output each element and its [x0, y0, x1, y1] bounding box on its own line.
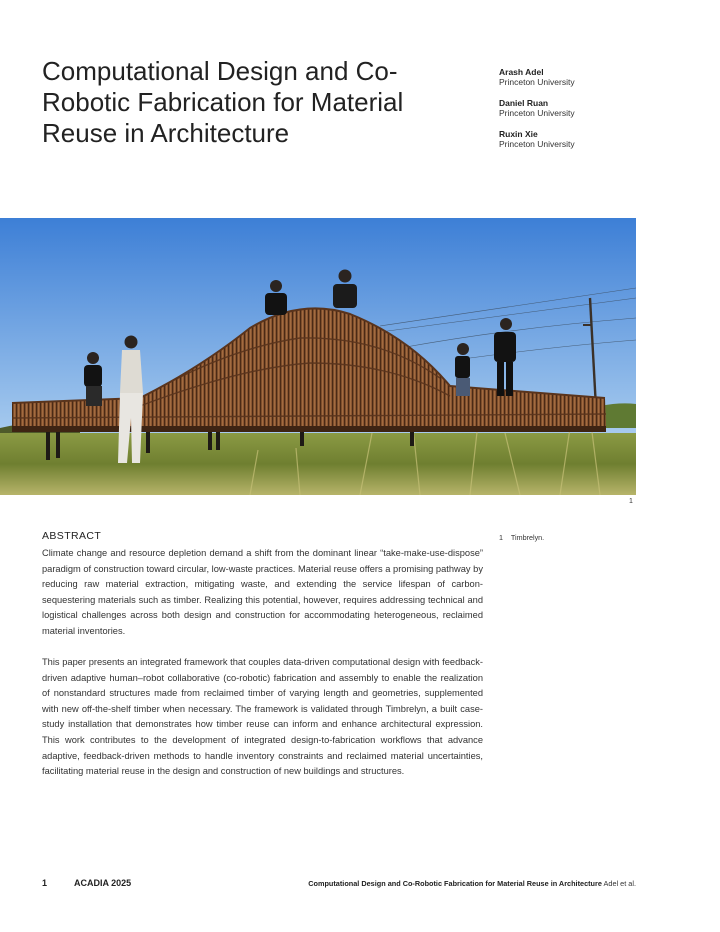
- author-name: Arash Adel: [499, 67, 544, 77]
- caption-number: 1: [499, 533, 503, 542]
- page-footer: [42, 878, 636, 892]
- figure-number: 1: [629, 498, 633, 505]
- running-authors: Adel et al.: [603, 879, 636, 888]
- author-affiliation: Princeton University: [499, 77, 575, 87]
- footer-running-header: [308, 879, 636, 888]
- author-entry: [499, 129, 659, 149]
- photo-illustration: [0, 218, 636, 495]
- footer-page-number: 1: [42, 878, 48, 888]
- author-entry: [499, 67, 659, 87]
- abstract-body: [42, 546, 483, 795]
- caption-text: Timbrelyn.: [510, 533, 545, 542]
- author-affiliation: Princeton University: [499, 139, 575, 149]
- abstract-paragraph: Climate change and resource depletion demand a shift from the dominant linear “take-make-use-dispose” paradigm of construction toward circular, low-waste practices. Material reuse offers a promising pathway by reducing raw material extraction, mitigating waste, and extending the service lifespan of carbon-sequestering materials such as timber. Realizing this potential, however, requires addressing technical and logistical challenges across both design and construction for accommodating heterogeneous, reclaimed material inventories.: [42, 548, 483, 636]
- running-title: Computational Design and Co-Robotic Fabrication for Material Reuse in Architecture: [308, 879, 602, 888]
- paper-title: Computational Design and Co-Robotic Fabrication for Material Reuse in Architecture: [42, 56, 404, 148]
- author-name: Daniel Ruan: [499, 98, 549, 108]
- figure-caption: [499, 533, 544, 542]
- abstract-heading: ABSTRACT: [42, 530, 102, 542]
- footer-conference: ACADIA 2025: [74, 878, 132, 888]
- author-affiliation: Princeton University: [499, 108, 575, 118]
- author-list: [499, 67, 659, 160]
- abstract-paragraph: This paper presents an integrated framework that couples data-driven computational design with feedback-driven adaptive human–robot collaborative (co-robotic) fabrication and assembly to enable the realization of nonstandard structures made from reclaimed timber of varying length and geometries, supplemented with new off-the-shelf timber when necessary. The framework is validated through Timbrelyn, a built case-study installation that demonstrates how timber reuse can inform and enhance architectural expression. This work contributes to the development of integrated design-to-fabrication workflows that advance adaptive, feedback-driven methods to handle inventory constraints and reclaimed material uncertainties, facilitating material reuse in the design and construction of new buildings and structures.: [42, 657, 483, 777]
- author-name: Ruxin Xie: [499, 129, 538, 139]
- figure-photo-timbrelyn: [0, 218, 636, 495]
- author-entry: [499, 98, 659, 118]
